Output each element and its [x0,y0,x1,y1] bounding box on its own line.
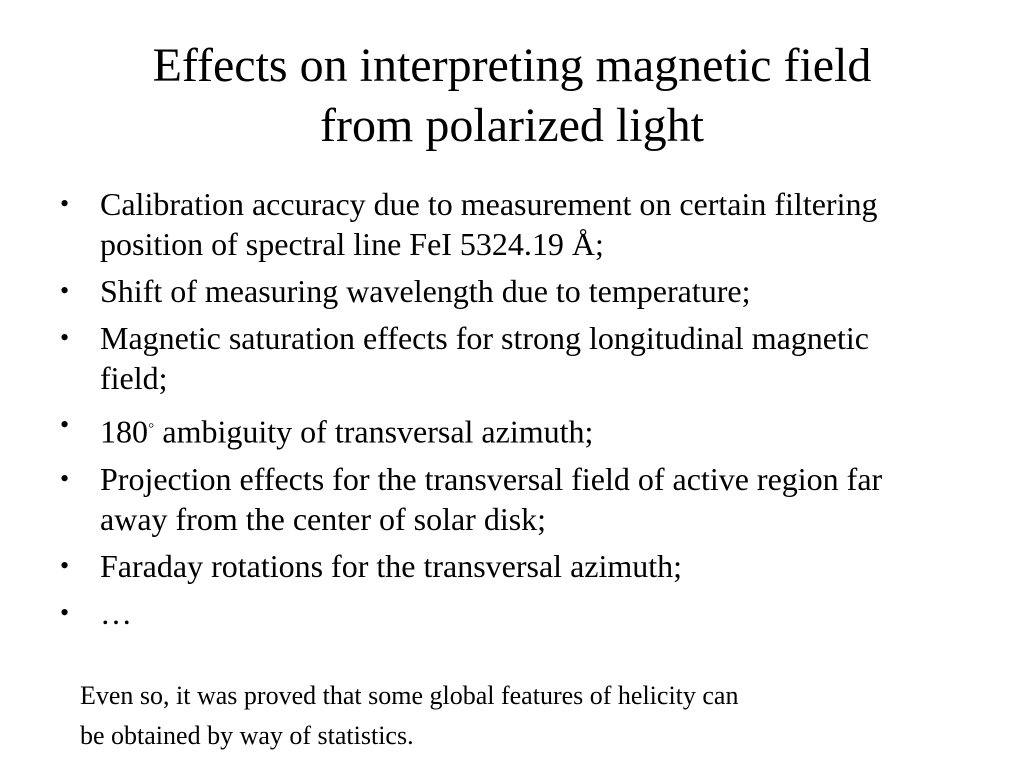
bullet-icon: • [60,323,70,352]
bullet-icon: • [60,550,70,580]
bullet-item-saturation [60,318,920,398]
bullet-text-rest: ambiguity of transversal azimuth; [154,413,594,450]
bullet-text: Shift of measuring wavelength due to temperature; [100,273,751,309]
bullet-text: Projection effects for the transversal field of active region far away from the center of solar disk; [100,460,883,537]
bullet-list [60,184,920,640]
slide-title [40,36,984,156]
bullet-icon: • [60,463,70,493]
bullet-icon: • [60,410,70,439]
bullet-icon: • [60,189,70,218]
bullet-text-number: 180 [100,413,148,450]
bullet-text: … [100,594,132,631]
degree-sign: ◦ [148,415,155,435]
title-line-2: from polarized light [320,99,704,152]
bullet-icon: • [60,597,70,627]
bullet-item-projection [60,459,920,539]
bullet-text: Faraday rotations for the transversal azimuth; [100,547,683,584]
bullet-text: Magnetic saturation effects for strong longitudinal magnetic field; [100,320,869,396]
note-line-1: Even so, it was proved that some global features of helicity can [80,681,739,710]
conclusion-note [80,676,960,756]
bullet-item-ambiguity [60,405,920,452]
bullet-item-wavelength-shift [60,271,920,311]
note-line-2: be obtained by way of statistics. [80,721,414,750]
bullet-item-calibration [60,184,920,264]
bullet-text: Calibration accuracy due to measurement on certain filtering position of spectral line FeI 5324.19 Å; [100,186,878,262]
bullet-item-ellipsis [60,593,920,633]
bullet-icon: • [60,276,70,305]
title-line-1: Effects on interpreting magnetic field [152,39,872,92]
bullet-item-faraday [60,546,920,586]
